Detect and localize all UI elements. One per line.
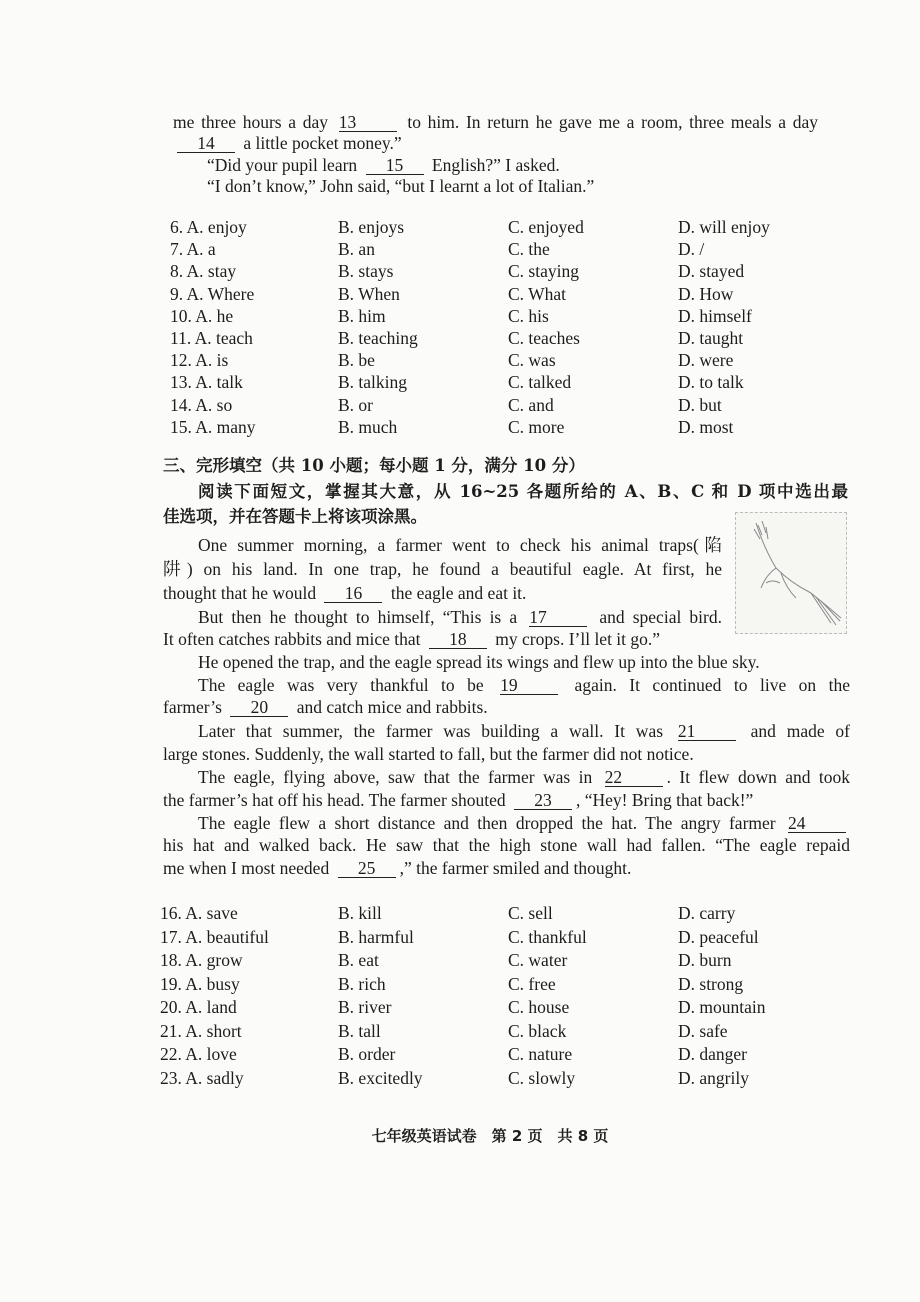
text: farmer’s: [163, 697, 227, 717]
option-question-a: 16. A. save: [160, 903, 238, 923]
text: It often catches rabbits and mice that: [163, 629, 425, 649]
text: , “Hey! Bring that back!”: [575, 790, 754, 810]
option-c: C. free: [508, 973, 556, 994]
text: me when I most needed: [163, 858, 334, 878]
passage-line: [198, 674, 850, 696]
option-c: C. teaches: [508, 328, 580, 348]
passage-line: [163, 834, 850, 856]
option-question-a: 13. A. talk: [170, 372, 243, 393]
passage-line: [198, 534, 722, 556]
option-question-a: 11. A. teach: [170, 328, 253, 348]
option-b: B. order: [338, 1044, 396, 1064]
blank-14: 14: [177, 134, 235, 153]
eagle-illustration: [735, 512, 847, 634]
option-question-a: 9. A. Where: [170, 283, 255, 304]
text: But then he thought to himself, “This is a: [198, 607, 526, 627]
passage-line: [198, 606, 722, 628]
text: . It flew down and took: [666, 767, 850, 787]
text: English?” I asked.: [427, 155, 560, 175]
option-d: D. strong: [678, 973, 744, 994]
passage-line: [198, 651, 760, 673]
option-c: C. sell: [508, 903, 553, 923]
blank-13: 13: [339, 113, 397, 132]
option-b: B. be: [338, 350, 375, 371]
blank-24: 24: [788, 814, 846, 833]
text: and special bird.: [591, 607, 722, 627]
blank-15: 15: [366, 156, 424, 175]
text: The eagle was very thankful to be: [198, 675, 497, 695]
option-question-a: 12. A. is: [170, 350, 229, 371]
text: my crops. I’ll let it go.”: [490, 629, 661, 649]
option-d: D. peaceful: [678, 926, 759, 947]
blank-19: 19: [500, 676, 558, 695]
option-d: D. carry: [678, 903, 736, 923]
option-c: C. more: [508, 416, 565, 437]
option-question-a: 15. A. many: [170, 416, 256, 437]
option-question-a: 7. A. a: [170, 239, 216, 260]
option-d: D. burn: [678, 950, 732, 970]
option-d: D. will enjoy: [678, 217, 770, 237]
option-c: C. his: [508, 305, 549, 326]
passage-line: [163, 789, 753, 811]
option-question-a: 22. A. love: [160, 1044, 237, 1064]
option-c: C. nature: [508, 1044, 573, 1064]
text: the farmer’s hat off his head. The farmer shouted: [163, 790, 510, 810]
option-c: C. staying: [508, 261, 579, 282]
passage-line: [163, 558, 722, 580]
top-line: [207, 154, 560, 176]
passage-line: [198, 766, 850, 788]
option-d: D. angrily: [678, 1067, 749, 1088]
option-b: B. kill: [338, 903, 382, 923]
text: to him. In return he gave me a room, three meals a day: [400, 112, 818, 132]
passage-line: [163, 628, 660, 650]
option-b: B. or: [338, 394, 373, 415]
option-c: C. house: [508, 997, 570, 1017]
option-question-a: 20. A. land: [160, 997, 237, 1017]
blank-16: 16: [324, 584, 382, 603]
section-heading: 三、完形填空（共 10 小题；每小题 1 分，满分 10 分）: [163, 456, 585, 475]
top-line: [173, 132, 402, 154]
option-question-a: 17. A. beautiful: [160, 926, 269, 947]
text: a little pocket money.”: [239, 133, 402, 153]
option-c: C. was: [508, 350, 556, 371]
option-d: D. mountain: [678, 997, 766, 1017]
option-c: C. and: [508, 394, 554, 415]
text: ,” the farmer smiled and thought.: [399, 858, 632, 878]
option-c: C. thankful: [508, 926, 587, 947]
section-instruction-cont: 佳选项，并在答题卡上将该项涂黑。: [163, 507, 427, 526]
option-b: B. eat: [338, 950, 379, 970]
option-b: B. talking: [338, 372, 408, 393]
text: The eagle, flying above, saw that the farmer was in: [198, 767, 601, 787]
text: and catch mice and rabbits.: [292, 697, 488, 717]
text: He opened the trap, and the eagle spread its wings and flew up into the blue sky.: [198, 652, 760, 672]
option-d: D. danger: [678, 1044, 748, 1064]
option-b: B. stays: [338, 261, 394, 282]
option-b: B. teaching: [338, 328, 418, 348]
option-b: B. harmful: [338, 926, 414, 947]
top-line: [173, 111, 818, 133]
text: thought that he would: [163, 583, 321, 603]
option-c: C. black: [508, 1020, 567, 1041]
option-c: C. enjoyed: [508, 217, 584, 237]
option-d: D. himself: [678, 305, 752, 326]
option-c: C. the: [508, 239, 550, 260]
option-question-a: 6. A. enjoy: [170, 217, 247, 237]
option-d: D. /: [678, 239, 705, 260]
text: One summer morning, a farmer went to check his animal traps(陷: [198, 535, 722, 555]
passage-line: [198, 720, 850, 742]
text: and made of: [739, 721, 850, 741]
text: “I don’t know,” John said, “but I learnt a lot of Italian.”: [207, 176, 595, 196]
blank-23: 23: [514, 791, 572, 810]
option-b: B. river: [338, 997, 392, 1017]
blank-20: 20: [230, 698, 288, 717]
option-question-a: 21. A. short: [160, 1020, 242, 1041]
option-d: D. were: [678, 350, 734, 371]
text: me three hours a day: [173, 112, 335, 132]
option-d: D. taught: [678, 328, 744, 348]
blank-25: 25: [338, 859, 396, 878]
option-b: B. enjoys: [338, 217, 405, 237]
option-question-a: 14. A. so: [170, 394, 233, 415]
option-d: D. safe: [678, 1020, 728, 1041]
option-d: D. most: [678, 416, 734, 437]
top-line: [207, 175, 594, 197]
page-footer: 七年级英语试卷 第 2 页 共 8 页: [371, 1127, 609, 1145]
option-b: B. tall: [338, 1020, 381, 1041]
text: “Did your pupil learn: [207, 155, 362, 175]
blank-21: 21: [678, 722, 736, 741]
passage-line: [163, 743, 694, 765]
option-b: B. When: [338, 283, 400, 304]
text: the eagle and eat it.: [386, 583, 527, 603]
passage-line: [198, 812, 850, 834]
blank-17: 17: [529, 608, 587, 627]
blank-18: 18: [429, 630, 487, 649]
option-b: B. him: [338, 305, 386, 326]
blank-22: 22: [605, 768, 663, 787]
option-c: C. slowly: [508, 1067, 576, 1088]
option-b: B. excitedly: [338, 1067, 423, 1088]
option-d: D. How: [678, 283, 734, 304]
text: 阱) on his land. In one trap, he found a beautiful eagle. At first, he: [163, 559, 722, 579]
section-instruction: 阅读下面短文，掌握其大意，从 16~25 各题所给的 A、B、C 和 D 项中选出最: [198, 482, 848, 501]
text: his hat and walked back. He saw that the high stone wall had fallen. “The eagle repaid: [163, 835, 850, 855]
option-b: B. rich: [338, 973, 386, 994]
option-question-a: 19. A. busy: [160, 973, 240, 994]
option-d: D. to talk: [678, 372, 744, 393]
text: again. It continued to live on the: [562, 675, 851, 695]
option-question-a: 18. A. grow: [160, 950, 243, 970]
option-question-a: 8. A. stay: [170, 261, 237, 282]
option-question-a: 23. A. sadly: [160, 1067, 244, 1088]
option-c: C. What: [508, 283, 567, 304]
option-d: D. stayed: [678, 261, 745, 282]
text: large stones. Suddenly, the wall started to fall, but the farmer did not notice.: [163, 744, 694, 764]
option-question-a: 10. A. he: [170, 305, 234, 326]
text: The eagle flew a short distance and then dropped the hat. The angry farmer: [198, 813, 784, 833]
text: Later that summer, the farmer was building a wall. It was: [198, 721, 674, 741]
option-b: B. an: [338, 239, 375, 260]
passage-line: [163, 582, 526, 604]
option-b: B. much: [338, 416, 398, 437]
option-c: C. talked: [508, 372, 572, 393]
passage-line: [163, 696, 488, 718]
passage-line: [163, 857, 631, 879]
option-d: D. but: [678, 394, 722, 415]
option-c: C. water: [508, 950, 568, 970]
